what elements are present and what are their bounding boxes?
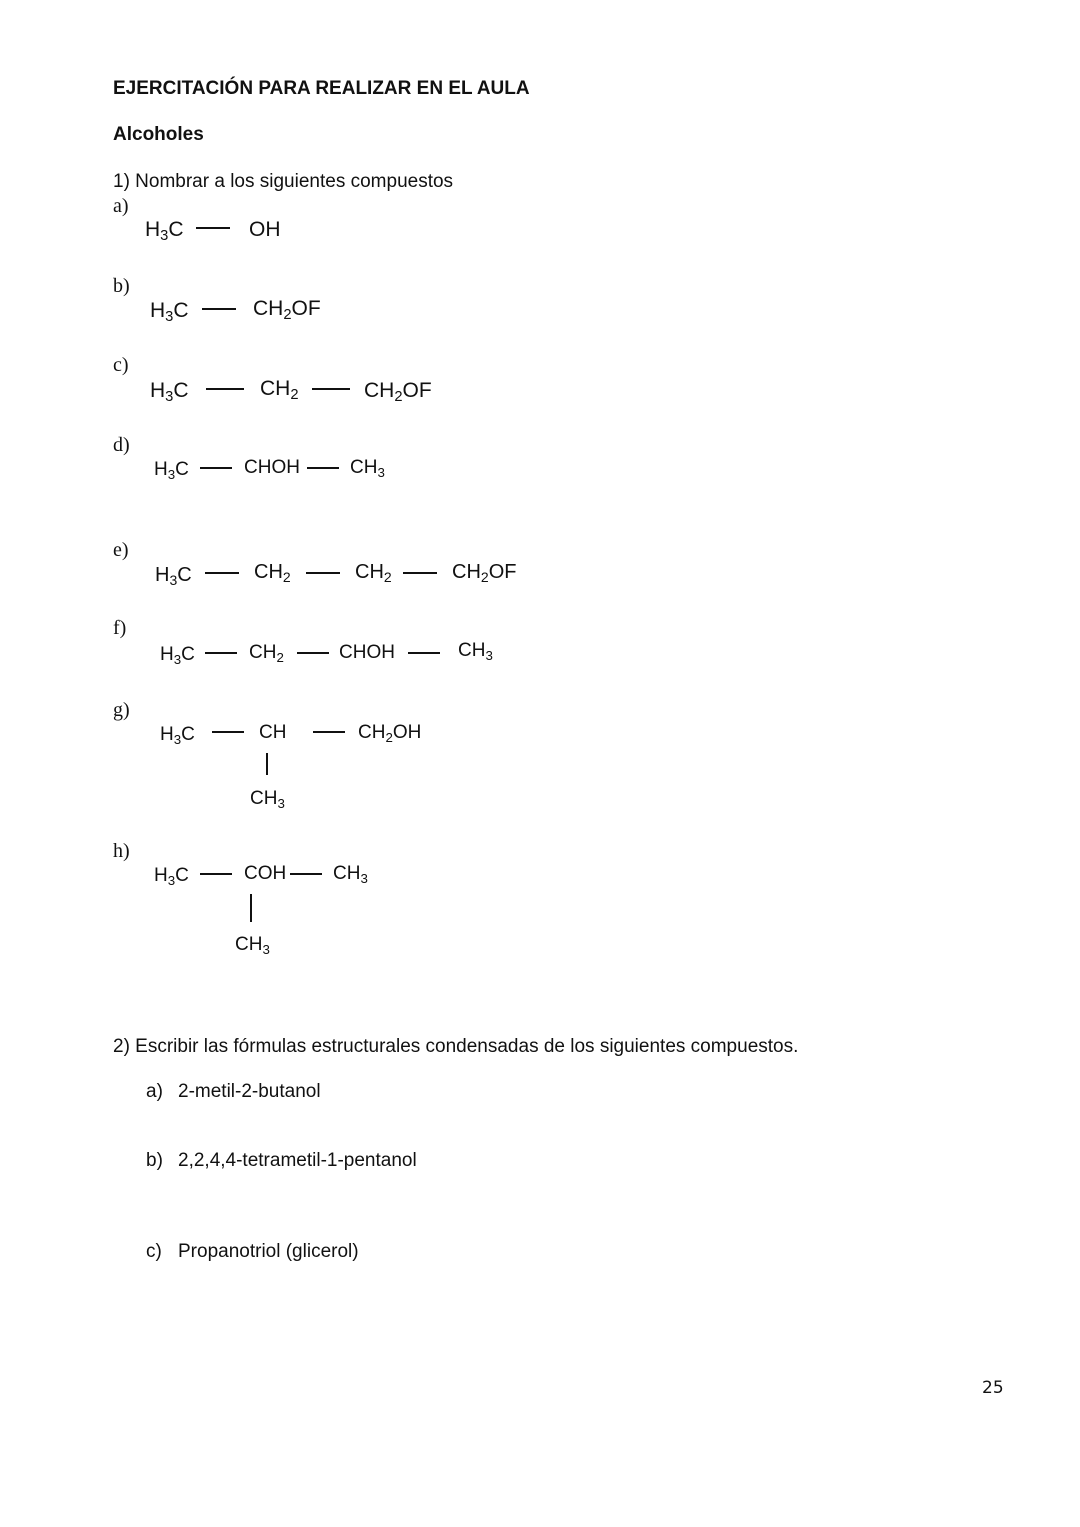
formula-g-ch3: $CH_3$ bbox=[250, 788, 285, 811]
formula-h-ch3-branch: $CH_3$ bbox=[235, 934, 270, 957]
bond bbox=[202, 308, 236, 310]
bond bbox=[200, 467, 232, 469]
label-b: b) bbox=[113, 275, 130, 297]
q2-item-text: Propanotriol (glicerol) bbox=[178, 1241, 359, 1262]
q2-item-label: c) bbox=[146, 1241, 162, 1262]
bond bbox=[206, 388, 244, 390]
label-e: e) bbox=[113, 539, 129, 561]
q2-item-text: 2-metil-2-butanol bbox=[178, 1081, 321, 1102]
formula-f-ch3: $CH_3$ bbox=[458, 640, 493, 663]
bond bbox=[250, 894, 252, 922]
bond bbox=[297, 652, 329, 654]
formula-g: $H_3C$ bbox=[160, 724, 195, 747]
formula-g-ch2oh: $CH_2OH$ bbox=[358, 722, 422, 745]
bond bbox=[290, 873, 322, 875]
question-1-prompt: 1) Nombrar a los siguientes compuestos bbox=[113, 171, 454, 192]
formula-c: $H_3C$ bbox=[150, 379, 189, 405]
formula-d-ch3: $CH_3$ bbox=[350, 457, 385, 480]
formula-e-ch2oh: $CH_2OF$ bbox=[452, 561, 517, 585]
bond bbox=[205, 652, 237, 654]
q2-item-label: b) bbox=[146, 1150, 163, 1171]
formula-b: $H_3C$ bbox=[150, 299, 189, 325]
q2-item-text: 2,2,4,4-tetrametil-1-pentanol bbox=[178, 1150, 417, 1171]
bond bbox=[205, 572, 239, 574]
formula-f-choh: CHOH bbox=[339, 642, 395, 663]
bond bbox=[306, 572, 340, 574]
q2-item-b bbox=[146, 1150, 417, 1172]
formula-d: $H_3C$ bbox=[154, 459, 189, 482]
q2-item-a bbox=[146, 1081, 321, 1103]
page-number: 25 bbox=[982, 1378, 1004, 1398]
formula-f-ch2: $CH_2$ bbox=[249, 642, 284, 665]
formula-e-ch2-2: $CH_2$ bbox=[355, 561, 392, 585]
formula-e-ch2-1: $CH_2$ bbox=[254, 561, 291, 585]
formula-c-ch2: $CH_2$ bbox=[260, 377, 299, 403]
label-d: d) bbox=[113, 434, 130, 456]
label-h: h) bbox=[113, 840, 130, 862]
section-heading: Alcoholes bbox=[113, 124, 204, 145]
formula-h-coh: COH bbox=[244, 863, 287, 884]
formula-e: $H_3C$ bbox=[155, 564, 192, 588]
formula-f: $H_3C$ bbox=[160, 644, 195, 667]
formula-d-choh: CHOH bbox=[244, 457, 300, 478]
label-g: g) bbox=[113, 699, 130, 721]
bond bbox=[403, 572, 437, 574]
label-c: c) bbox=[113, 354, 129, 376]
formula-c-ch2oh: $CH_2OF$ bbox=[364, 379, 432, 405]
formula-b-ch2oh: $CH_2OF$ bbox=[253, 297, 321, 323]
formula-a-oh: OH bbox=[249, 218, 281, 241]
bond bbox=[313, 731, 345, 733]
question-2-prompt: 2) Escribir las fórmulas estructurales condensadas de los siguientes compuestos. bbox=[113, 1036, 799, 1057]
bond bbox=[200, 873, 232, 875]
formula-a: $H_3C$ bbox=[145, 218, 184, 244]
label-f: f) bbox=[113, 617, 127, 639]
q2-item-c bbox=[146, 1241, 359, 1263]
formula-h: $H_3C$ bbox=[154, 865, 189, 888]
bond bbox=[312, 388, 350, 390]
bond bbox=[212, 731, 244, 733]
bond bbox=[196, 227, 230, 229]
formula-h-ch3: $CH_3$ bbox=[333, 863, 368, 886]
q2-item-label: a) bbox=[146, 1081, 163, 1102]
bond bbox=[266, 753, 268, 775]
label-a: a) bbox=[113, 195, 129, 217]
page-title: EJERCITACIÓN PARA REALIZAR EN EL AULA bbox=[113, 78, 530, 99]
bond bbox=[408, 652, 440, 654]
formula-g-ch: CH bbox=[259, 722, 287, 743]
bond bbox=[307, 467, 339, 469]
